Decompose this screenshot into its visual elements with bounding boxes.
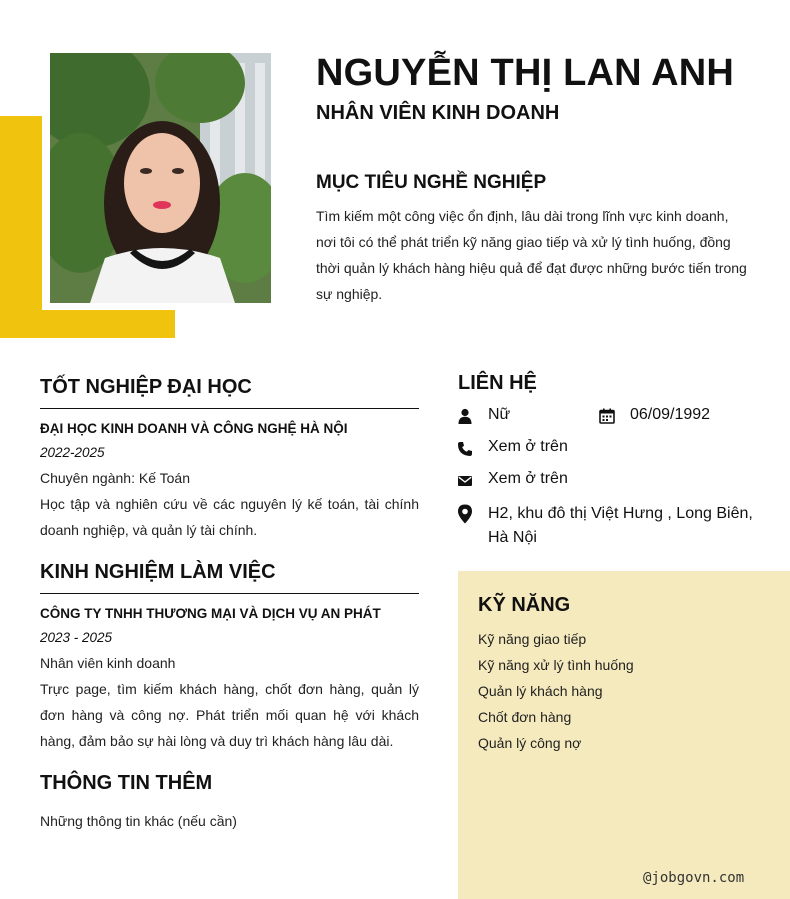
candidate-name: NGUYỄN THỊ LAN ANH xyxy=(316,52,735,94)
experience-title: KINH NGHIỆM LÀM VIỆC xyxy=(40,561,276,583)
phone-icon xyxy=(457,441,473,457)
education-period: 2022-2025 xyxy=(40,445,105,460)
skill-item: Kỹ năng xử lý tình huống xyxy=(478,657,634,673)
education-major: Chuyên ngành: Kế Toán xyxy=(40,470,190,486)
objective-text: Tìm kiếm một công việc ổn định, lâu dài trong lĩnh vực kinh doanh, nơi tôi có thể phát triển kỹ năng giao tiếp và xử lý tình huống, đồng thời quản lý khách hàng hiệu quả để đạt được những bước tiến trong sự nghiệp. xyxy=(316,208,747,302)
mail-icon xyxy=(457,473,473,489)
contact-gender: Nữ xyxy=(488,406,511,423)
experience-period: 2023 - 2025 xyxy=(40,630,113,645)
education-title: TỐT NGHIỆP ĐẠI HỌC xyxy=(40,376,252,398)
contact-phone: Xem ở trên xyxy=(488,438,568,455)
skills-title: KỸ NĂNG xyxy=(478,594,571,616)
additional-title: THÔNG TIN THÊM xyxy=(40,772,213,794)
experience-description: Trực page, tìm kiếm khách hàng, chốt đơn hàng, quản lý đơn hàng và công nợ. Phát triển mối quan hệ với khách hàng, đảm bảo sự hài lòng và duy trì khách hàng lâu dài. xyxy=(40,681,419,749)
location-pin-icon xyxy=(457,504,473,524)
skill-item: Quản lý khách hàng xyxy=(478,683,603,699)
skill-item: Kỹ năng giao tiếp xyxy=(478,631,587,647)
person-icon xyxy=(457,408,473,424)
contact-birthday: 06/09/1992 xyxy=(630,406,711,423)
objective-title: MỤC TIÊU NGHỀ NGHIỆP xyxy=(316,172,547,193)
additional-text: Những thông tin khác (nếu cần) xyxy=(40,813,237,829)
contact-email: Xem ở trên xyxy=(488,470,568,487)
calendar-icon xyxy=(599,408,615,424)
education-school: ĐẠI HỌC KINH DOANH VÀ CÔNG NGHỆ HÀ NỘI xyxy=(40,421,348,436)
accent-block xyxy=(0,116,42,338)
accent-bar xyxy=(0,310,175,338)
education-divider xyxy=(40,408,419,409)
profile-photo xyxy=(50,53,271,303)
experience-company: CÔNG TY TNHH THƯƠNG MẠI VÀ DỊCH VỤ AN PHÁT xyxy=(40,606,381,621)
education-description: Học tập và nghiên cứu về các nguyên lý kế toán, tài chính doanh nghiệp, và quản lý tài chính. xyxy=(40,496,419,538)
watermark: @jobgovn.com xyxy=(643,870,745,886)
skill-item: Quản lý công nợ xyxy=(478,735,582,751)
contact-address: H2, khu đô thị Việt Hưng , Long Biên, Hà Nội xyxy=(488,505,753,546)
skill-item: Chốt đơn hàng xyxy=(478,709,572,725)
experience-divider xyxy=(40,593,419,594)
contact-title: LIÊN HỆ xyxy=(458,372,537,394)
candidate-role: NHÂN VIÊN KINH DOANH xyxy=(316,102,560,124)
experience-position: Nhân viên kinh doanh xyxy=(40,655,176,671)
